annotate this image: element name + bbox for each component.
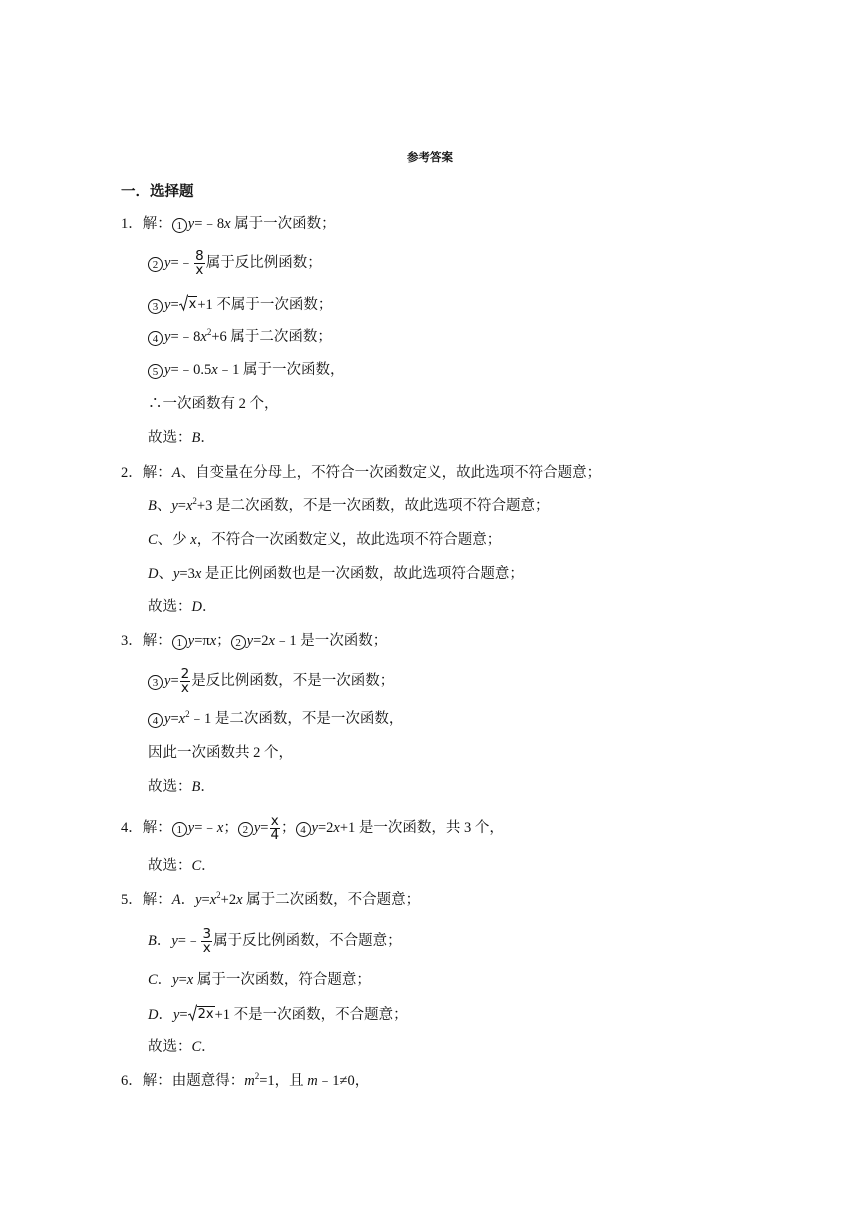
q2-line-3: C、少 x，不符合一次函数定义，故此选项不符合题意； [148,532,502,548]
circled-4: 4 [148,331,163,346]
q3-answer: 故选：B． [148,779,215,795]
q3-line-1: 3．解： 1 y=πx； 2 y=2x﹣1 是一次函数； [121,633,388,649]
q3-line-2: 3 y= $\frac{2}{x}$ 是反比例函数，不是一次函数； [148,668,394,695]
circled-5: 5 [148,364,163,379]
fraction: $\frac{8}{x}$ [195,248,204,278]
q1-line-5: 5 y=﹣0.5x﹣1 属于一次函数， [148,361,345,379]
circled-2: 2 [238,822,253,837]
q5-line-1: 5．解：A．$y=x^2+2x$ 属于二次函数，不合题意； [121,890,421,908]
q1-line-4: 4 $y=﹣8x^2+6$ 属于二次函数； [148,328,332,346]
q3-line-3: 4 $y=x^2﹣1$ 是二次函数，不是一次函数， [148,710,403,728]
q2-answer: 故选：D． [148,599,217,615]
circled-4: 4 [148,713,163,728]
circled-1: 1 [172,218,187,233]
circled-4: 4 [296,822,311,837]
section-heading: 一．选择题 [121,184,194,200]
q2-line-2: B、$y=x^2+3$ 是二次函数，不是一次函数，故此选项不符合题意； [148,496,550,514]
circled-3: 3 [148,299,163,314]
q2-line-1: 2．解：A、自变量在分母上，不符合一次函数定义，故此选项不符合题意； [121,465,602,481]
q5-answer: 故选：C． [148,1039,216,1055]
q5-line-2: B．y=﹣ $\frac{3}{x}$ 属于反比例函数，不合题意； [148,926,402,956]
q3-line-4: 因此一次函数共 2 个， [148,745,293,761]
q5-line-3: C．y=x 属于一次函数，符合题意； [148,972,371,988]
q4-line-1: 4．解： 1 y=﹣x； 2 y= $\frac{x}{4}$ ； 4 y=2x+1 是一次函数，共 3 个， [121,813,504,843]
fraction: $\frac{2}{x}$ [180,666,190,696]
q6-line-1: 6．解：由题意得：$m^2=1$，且 m﹣1≠0， [121,1071,370,1089]
fraction: $\frac{3}{x}$ [202,926,212,956]
q2-line-4: D、y=3x 是正比例函数也是一次函数，故此选项符合题意； [148,566,524,582]
page-title: 参考答案 [407,150,453,164]
circled-1: 1 [172,822,187,837]
circled-2: 2 [231,635,246,650]
square-root: x [179,294,198,312]
circled-1: 1 [172,635,187,650]
q1-line-1: 1．解： 1 y=﹣8x 属于一次函数； [121,216,336,232]
q4-answer: 故选：C． [148,858,216,874]
q1-line-2: 2 y=﹣ $\frac{8}{x}$ 属于反比例函数； [148,250,322,277]
q1-line-6: ∴一次函数有 2 个， [148,396,279,412]
square-root: 2x [188,1004,215,1022]
q5-line-4: D．y= 2x +1 不是一次函数，不合题意； [148,1004,408,1024]
circled-2: 2 [148,257,163,272]
fraction: $\frac{x}{4}$ [270,813,280,843]
q1-line-3: 3 y= x +1 不属于一次函数； [148,294,332,314]
circled-3: 3 [148,675,163,690]
q1-answer: 故选：B． [148,430,215,446]
